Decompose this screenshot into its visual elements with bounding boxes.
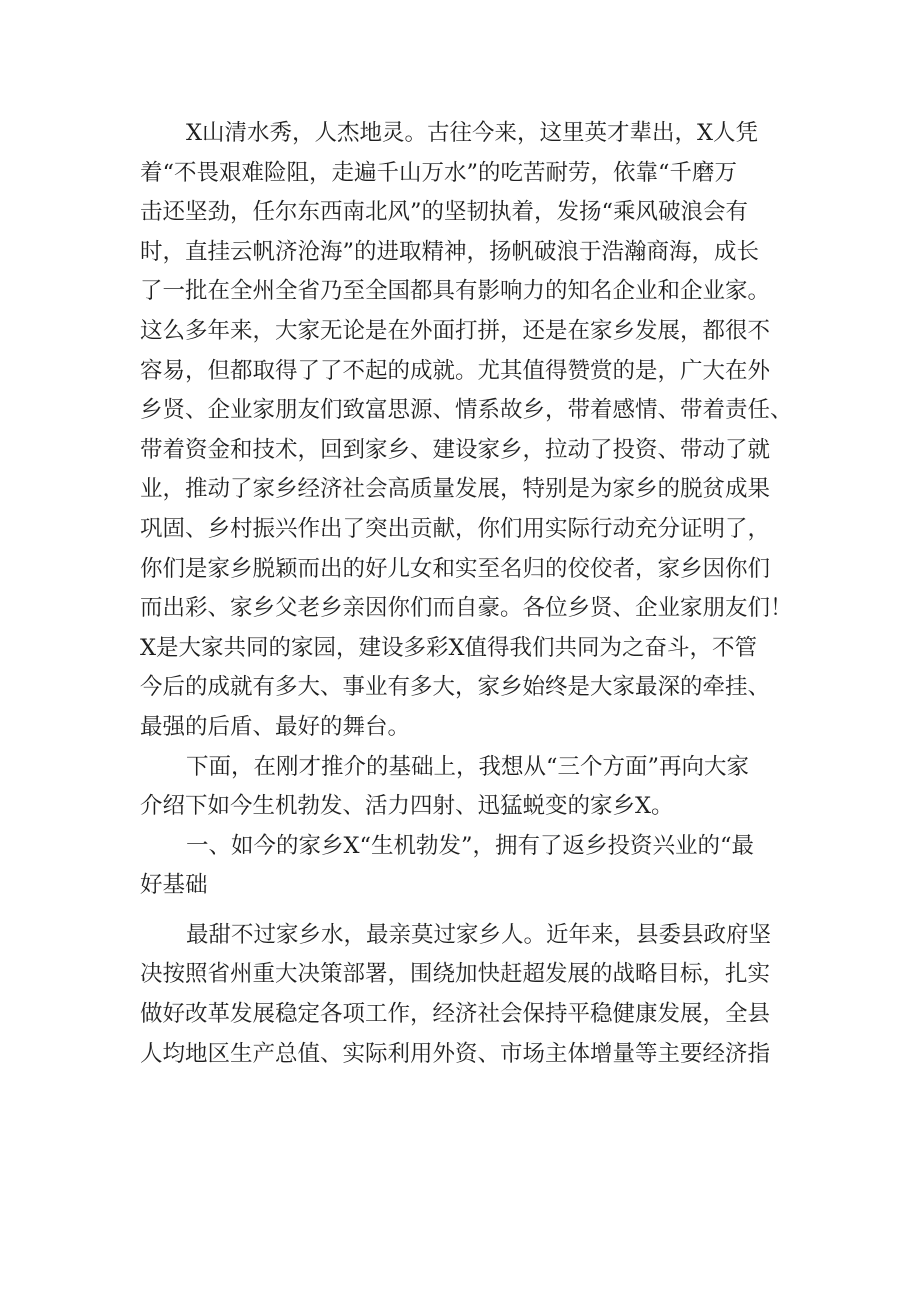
text-line: 而出彩、家乡父老乡亲因你们而自豪。各位乡贤、企业家朋友们！ [140,595,793,622]
text-line: 人均地区生产总值、实际利用外资、市场主体增量等主要经济指 [140,1040,771,1067]
paragraph-3 [140,916,800,1074]
text-line: 下面，在刚才推介的基础上，我想从“三个方面”再向大家 [186,753,750,780]
text-line: 容易，但都取得了了不起的成就。尤其值得赞赏的是，广大在外 [140,357,771,384]
section-heading-1 [140,827,800,906]
text-line: X是大家共同的家园，建设多彩X值得我们共同为之奋斗，不管 [140,634,758,661]
paragraph-2 [140,748,800,827]
text-line: 你们是家乡脱颖而出的好儿女和实至名归的佼佼者，家乡因你们 [140,555,771,582]
text-line: 做好改革发展稳定各项工作，经济社会保持平稳健康发展，全县 [140,1001,771,1028]
document-body [140,114,800,1074]
text-line: 时，直挂云帆济沧海”的进取精神，扬帆破浪于浩瀚商海，成长 [140,238,760,265]
text-line: 击还坚劲，任尔东西南北风”的坚韧执着，发扬“乘风破浪会有 [140,199,749,226]
text-line: 今后的成就有多大、事业有多大，家乡始终是大家最深的牵挂、 [140,674,771,701]
heading-line: 好基础 [140,872,208,899]
text-line: 乡贤、企业家朋友们致富思源、情系故乡，带着感情、带着责任、 [140,397,793,424]
text-line: 业，推动了家乡经济社会高质量发展，特别是为家乡的脱贫成果 [140,476,771,503]
text-line: 最甜不过家乡水，最亲莫过家乡人。近年来，县委县政府坚 [186,921,772,948]
text-line: 着“不畏艰难险阻，走遍千山万水”的吃苦耐劳，依靠“千磨万 [140,159,738,186]
text-line: 了一批在全州全省乃至全国都具有影响力的知名企业和企业家。 [140,278,771,305]
text-line: 带着资金和技术，回到家乡、建设家乡，拉动了投资、带动了就 [140,436,771,463]
text-line: 这么多年来，大家无论是在外面打拼，还是在家乡发展，都很不 [140,317,771,344]
text-line: 介绍下如今生机勃发、活力四射、迅猛蜕变的家乡X。 [140,793,674,820]
text-line: 最强的后盾、最好的舞台。 [140,713,411,740]
heading-line: 一、如今的家乡X“生机勃发”，拥有了返乡投资兴业的“最 [186,832,755,859]
paragraph-1 [140,114,800,748]
text-line: 巩固、乡村振兴作出了突出贡献，你们用实际行动充分证明了， [140,515,771,542]
text-line: X山清水秀，人杰地灵。古往今来，这里英才辈出，X人凭 [186,120,759,146]
text-line: 决按照省州重大决策部署，围绕加快赶超发展的战略目标，扎实 [140,961,771,988]
paragraph-spacer [140,906,800,916]
